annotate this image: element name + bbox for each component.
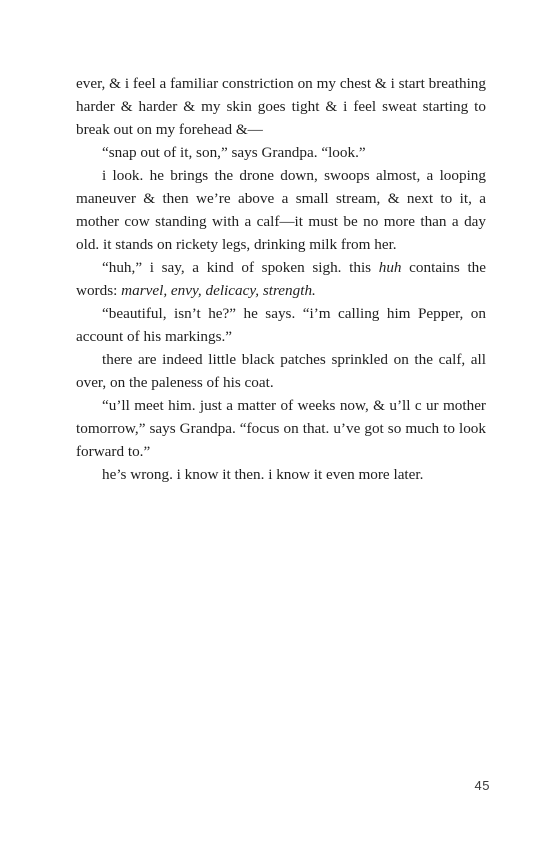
body-text: [76, 72, 486, 486]
paragraph-8: he’s wrong. i know it then. i know it even more later.: [102, 466, 424, 483]
paragraph-3: i look. he brings the drone down, swoops almost, a looping maneuver & then we’re above a small stream, & next to it, a mother cow standing with a calf—it must be no more than a day old. it stands on rickety legs, drinking milk from her.: [76, 167, 486, 253]
paragraph-4-italic-word: huh: [378, 259, 402, 276]
paragraph-5: “beautiful, isn’t he?” he says. “i’m calling him Pepper, on account of his markings.”: [76, 305, 486, 345]
paragraph-6: there are indeed little black patches sprinkled on the calf, all over, on the paleness of his coat.: [76, 351, 486, 391]
paragraph-4-italic-list: marvel, envy, delicacy, strength.: [121, 282, 316, 299]
paragraph-4-part-1: “huh,” i say, a kind of spoken sigh. this: [102, 259, 379, 276]
page-number: 45: [474, 778, 490, 793]
paragraph-1: ever, & i feel a familiar constriction on my chest & i start breathing harder & harder & my skin goes tight & i feel sweat starting to break out on my forehead &—: [76, 75, 486, 138]
paragraph-7: “u’ll meet him. just a matter of weeks now, & u’ll c ur mother tomorrow,” says Grandpa. “focus on that. u’ve got so much to look forward to.”: [76, 397, 486, 460]
paragraph-4-part-2: contains the words:: [76, 259, 486, 299]
paragraph-2: “snap out of it, son,” says Grandpa. “look.”: [102, 144, 366, 161]
paragraph-4: [76, 256, 486, 302]
